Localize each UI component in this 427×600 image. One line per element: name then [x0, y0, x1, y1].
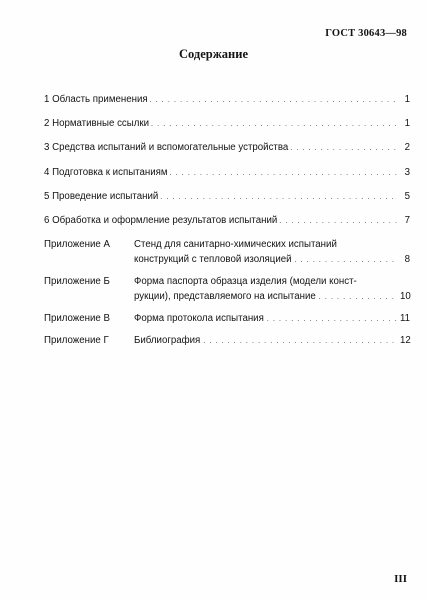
toc-entry-title: 4 Подготовка к испытаниям: [44, 166, 168, 178]
appendix-title-line2: конструкций с тепловой изоляцией: [134, 254, 292, 266]
dot-leader: [267, 312, 398, 327]
toc-entry: [44, 213, 410, 229]
appendix-label: Приложение Г: [44, 335, 109, 347]
appendix-title-line2: рукции), представляемого на испытание: [134, 291, 316, 303]
toc-entry-title: 3 Средства испытаний и вспомогательные устройства: [44, 142, 289, 154]
appendix-page: 11: [400, 313, 411, 325]
toc-entry-page: 7: [404, 214, 410, 226]
toc-entry-title: 6 Обработка и оформление результатов испытаний: [44, 214, 278, 226]
dot-leader: [319, 290, 398, 305]
appendix-title-line1: Библиография: [134, 335, 201, 347]
toc-entry: [44, 165, 410, 181]
toc-appendix-v: [44, 311, 410, 327]
toc-entry-title: 2 Нормативные ссылки: [44, 118, 150, 130]
dot-leader: [160, 190, 398, 206]
appendix-label: Приложение В: [44, 313, 110, 325]
document-code: ГОСТ 30643—98: [325, 28, 407, 39]
toc-entry: [44, 189, 410, 205]
toc-appendix-b: [44, 274, 410, 305]
toc-entry-page: 3: [404, 166, 410, 178]
dot-leader: [203, 334, 398, 349]
toc-entry: [44, 92, 410, 108]
appendix-title-line1: Форма протокола испытания: [134, 313, 264, 325]
toc-entry-title: 5 Проведение испытаний: [44, 190, 159, 202]
appendix-page: 8: [404, 254, 410, 266]
appendix-label: Приложение Б: [44, 276, 110, 288]
toc-entry: [44, 140, 410, 156]
page-number: III: [394, 573, 407, 585]
toc-entry-page: 1: [404, 118, 410, 130]
toc-entry-page: 2: [404, 142, 410, 154]
toc-entry-page: 1: [404, 94, 410, 105]
toc-appendix-a: [44, 237, 410, 268]
dot-leader: [150, 93, 398, 109]
appendix-title-line1: Форма паспорта образца изделия (модели конст-: [134, 276, 357, 288]
dot-leader: [170, 166, 398, 182]
toc-appendix-g: [44, 333, 410, 349]
dot-leader: [279, 214, 398, 230]
dot-leader: [290, 141, 398, 157]
appendix-page: 12: [400, 335, 411, 347]
toc-entry-title: 1 Область применения: [44, 94, 148, 105]
page-title: Содержание: [178, 47, 248, 61]
table-of-contents: [44, 92, 410, 355]
appendix-page: 10: [400, 291, 411, 303]
dot-leader: [295, 253, 398, 268]
appendix-label: Приложение А: [44, 239, 110, 251]
toc-entry-page: 5: [404, 190, 410, 202]
appendix-title-line1: Стенд для санитарно-химических испытаний: [134, 239, 337, 251]
toc-entry: [44, 116, 410, 132]
dot-leader: [151, 117, 398, 133]
